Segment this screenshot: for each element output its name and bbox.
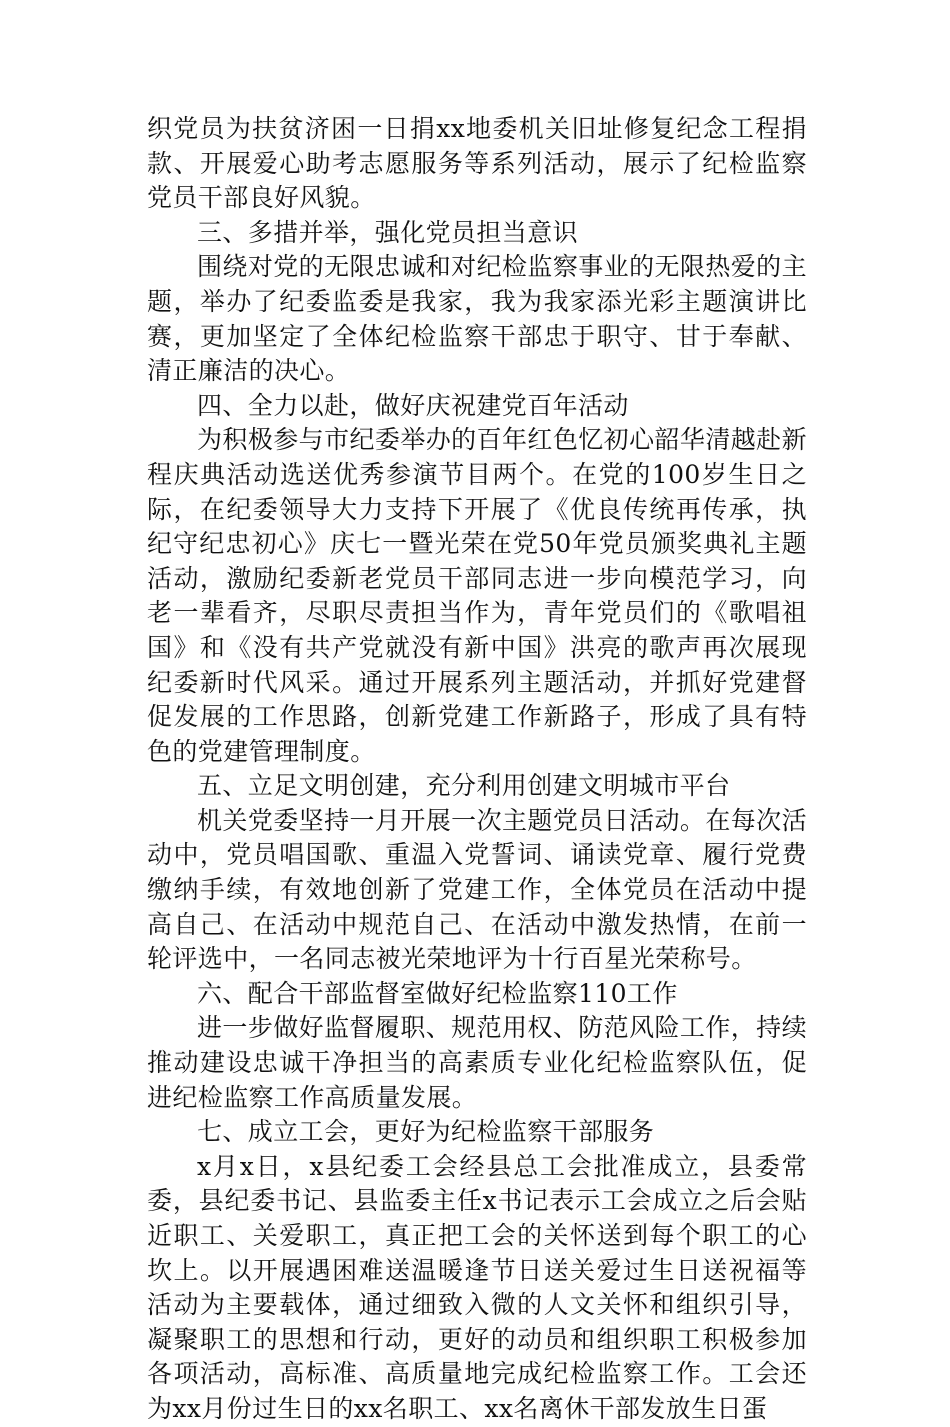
section-heading-seven: 七、成立工会，更好为纪检监察干部服务 (197, 1117, 655, 1147)
section-heading-three: 三、多措并举，强化党员担当意识 (197, 217, 579, 247)
document-body (147, 112, 807, 1427)
paragraph-section-four: 为积极参与市纪委举办的百年红色忆初心韶华清越赴新程庆典活动选送优秀参演节目两个。在党的100岁生日之际，在纪委领导大力支持下开展了《优良传统再传承，执纪守纪忠初心》庆七一暨光荣在党50年党员颁奖典礼主题活动，激励纪委新老党员干部同志进一步向模范学习，向老一辈看齐，尽职尽责担当作为，青年党员们的《歌唱祖国》和《没有共产党就没有新中国》洪亮的歌声再次展现纪委新时代风采。通过开展系列主题活动，并抓好党建督促发展的工作思路，创新党建工作新路子，形成了具有特色的党建管理制度。 (147, 425, 807, 766)
section-heading-six: 六、配合干部监督室做好纪检监察110工作 (197, 978, 678, 1008)
paragraph-section-seven: x月x日，x县纪委工会经县总工会批准成立，县委常委，县纪委书记、县监委主任x书记表示工会成立之后会贴近职工、关爱职工，真正把工会的关怀送到每个职工的心坎上。以开展遇困难送温暖逢节日送关爱过生日送祝福等活动为主要载体，通过细致入微的人文关怀和组织引导，凝聚职工的思想和行动，更好的动员和组织职工积极参加各项活动，高标准、高质量地完成纪检监察工作。工会还为xx月份过生日的xx名职工、xx名离休干部发放生日蛋 (147, 1151, 807, 1423)
paragraph-section-six: 进一步做好监督履职、规范用权、防范风险工作，持续推动建设忠诚干净担当的高素质专业化纪检监察队伍，促进纪检监察工作高质量发展。 (147, 1013, 807, 1112)
paragraph-continued: 织党员为扶贫济困一日捐xx地委机关旧址修复纪念工程捐款、开展爱心助考志愿服务等系列活动，展示了纪检监察党员干部良好风貌。 (147, 114, 807, 213)
paragraph-section-five: 机关党委坚持一月开展一次主题党员日活动。在每次活动中，党员唱国歌、重温入党誓词、诵读党章、履行党费缴纳手续，有效地创新了党建工作，全体党员在活动中提高自己、在活动中规范自己、在活动中激发热情，在前一轮评选中，一名同志被光荣地评为十行百星光荣称号。 (147, 805, 807, 974)
section-heading-four: 四、全力以赴，做好庆祝建党百年活动 (197, 390, 629, 420)
paragraph-section-three: 围绕对党的无限忠诚和对纪检监察事业的无限热爱的主题，举办了纪委监委是我家，我为我家添光彩主题演讲比赛，更加坚定了全体纪检监察干部忠于职守、甘于奉献、清正廉洁的决心。 (147, 252, 807, 386)
section-heading-five: 五、立足文明创建，充分利用创建文明城市平台 (197, 771, 731, 801)
